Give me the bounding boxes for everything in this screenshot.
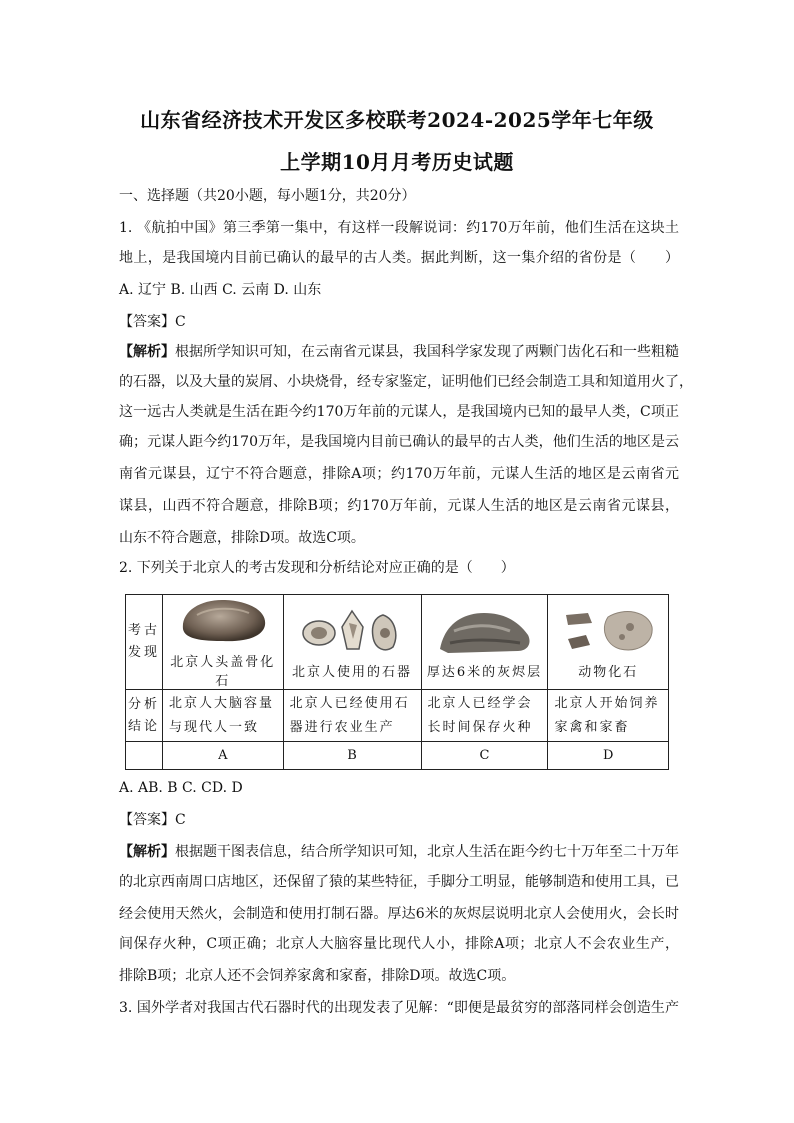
q1-analysis-text1: 根据所学知识可知，在云南省元谋县，我国科学家发现了两颗门齿化石和一些粗糙: [175, 344, 679, 360]
q2-analysis-label: 【解析】: [119, 844, 175, 860]
section-heading: 一、选择题（共20小题，每小题1分，共20分）: [119, 188, 416, 204]
q1-analysis-line7: 山东不符合题意，排除D项。故选C项。: [119, 530, 365, 546]
caption-animal-fossils: 动物化石: [578, 664, 639, 680]
q1-analysis-line3: 这一远古人类就是生活在距今约170万年前的元谋人，是我国境内已知的最早人类，C项正: [119, 404, 679, 420]
row-header-discovery: 考古发现: [126, 595, 163, 690]
q1-analysis-line5: 南省元谋县，辽宁不符合题意，排除A项；约170万年前，元谋人生活的地区是云南省元: [119, 466, 679, 482]
caption-stone-tools: 北京人使用的石器: [292, 664, 413, 680]
q1-options: A. 辽宁 B. 山西 C. 云南 D. 山东: [119, 282, 322, 298]
caption-ash-layer: 厚达6米的灰烬层: [426, 664, 543, 680]
q2-options: A. AB. B C. CD. D: [119, 780, 243, 796]
q2-analysis-line3: 经会使用天然火，会制造和使用打制石器。厚达6米的灰烬层说明北京人会使用火，会长时: [119, 906, 679, 922]
table-row-discovery: [126, 595, 669, 690]
empty-header-cell: [126, 742, 163, 770]
conclusion-c: 北京人已经学会长时间保存火种: [421, 690, 548, 742]
letter-d: D: [548, 742, 669, 770]
q2-analysis-line2: 的北京西南周口店地区，还保留了猿的某些特征，手脚分工明显，能够制造和使用工具，已: [119, 874, 679, 890]
q1-analysis-line1: [119, 342, 679, 362]
row-header-conclusion: 分析结论: [126, 690, 163, 742]
q3-stem-line1: 3. 国外学者对我国古代石器时代的出现发表了见解：“即便是最贫穷的部落同样会创造生产: [119, 1000, 679, 1016]
conclusion-b: 北京人已经使用石器进行农业生产: [283, 690, 421, 742]
q1-analysis-label: 【解析】: [119, 344, 175, 360]
skull-fossil-image: [175, 595, 271, 647]
q2-analysis-line1: [119, 842, 679, 862]
table-row-letters: [126, 742, 669, 770]
q1-stem-line1: 1. 《航拍中国》第三季第一集中，有这样一段解说词：约170万年前，他们生活在这块土: [119, 220, 679, 236]
caption-skull: 北京人头盖骨化石: [170, 655, 276, 689]
page-title-line2: 上学期10月月考历史试题: [280, 150, 514, 174]
cell-animal-fossils: [548, 595, 669, 690]
q2-analysis-line5: 排除B项；北京人还不会饲养家禽和家畜，排除D项。故选C项。: [119, 968, 516, 984]
q1-stem-line2: 地上，是我国境内目前已确认的最早的古人类。据此判断，这一集介绍的省份是（ ）: [119, 250, 679, 266]
cell-skull: [163, 595, 284, 690]
table-row-conclusion: [126, 690, 669, 742]
q1-analysis-line2: 的石器，以及大量的炭屑、小块烧骨，经专家鉴定，证明他们已经会制造工具和知道用火了，: [119, 374, 693, 390]
conclusion-d: 北京人开始饲养家禽和家畜: [548, 690, 669, 742]
letter-b: B: [283, 742, 421, 770]
letter-c: C: [421, 742, 548, 770]
stone-tools-image: [297, 605, 407, 657]
q2-stem: 2. 下列关于北京人的考古发现和分析结论对应正确的是（ ）: [119, 560, 515, 576]
q2-analysis-text1: 根据题干图表信息，结合所学知识可知，北京人生活在距今约七十万年至二十万年: [175, 844, 679, 860]
q2-table: [125, 594, 669, 770]
ash-layer-image: [434, 605, 534, 657]
animal-fossils-image: [558, 605, 658, 657]
cell-ash-layer: [421, 595, 548, 690]
q1-analysis-line4: 确；元谋人距今约170万年，是我国境内目前已确认的最早的古人类，他们生活的地区是云: [119, 434, 679, 450]
q2-answer: 【答案】C: [119, 812, 186, 828]
q1-answer: 【答案】C: [119, 314, 186, 330]
letter-a: A: [163, 742, 284, 770]
q1-analysis-line6: 谋县，山西不符合题意，排除B项；约170万年前，元谋人生活的地区是云南省元谋县，: [119, 498, 679, 514]
cell-stone-tools: [283, 595, 421, 690]
q2-analysis-line4: 间保存火种，C项正确；北京人大脑容量比现代人小，排除A项；北京人不会农业生产，: [119, 936, 679, 952]
page-title-line1: 山东省经济技术开发区多校联考2024-2025学年七年级: [140, 108, 654, 132]
conclusion-a: 北京人大脑容量与现代人一致: [163, 690, 284, 742]
